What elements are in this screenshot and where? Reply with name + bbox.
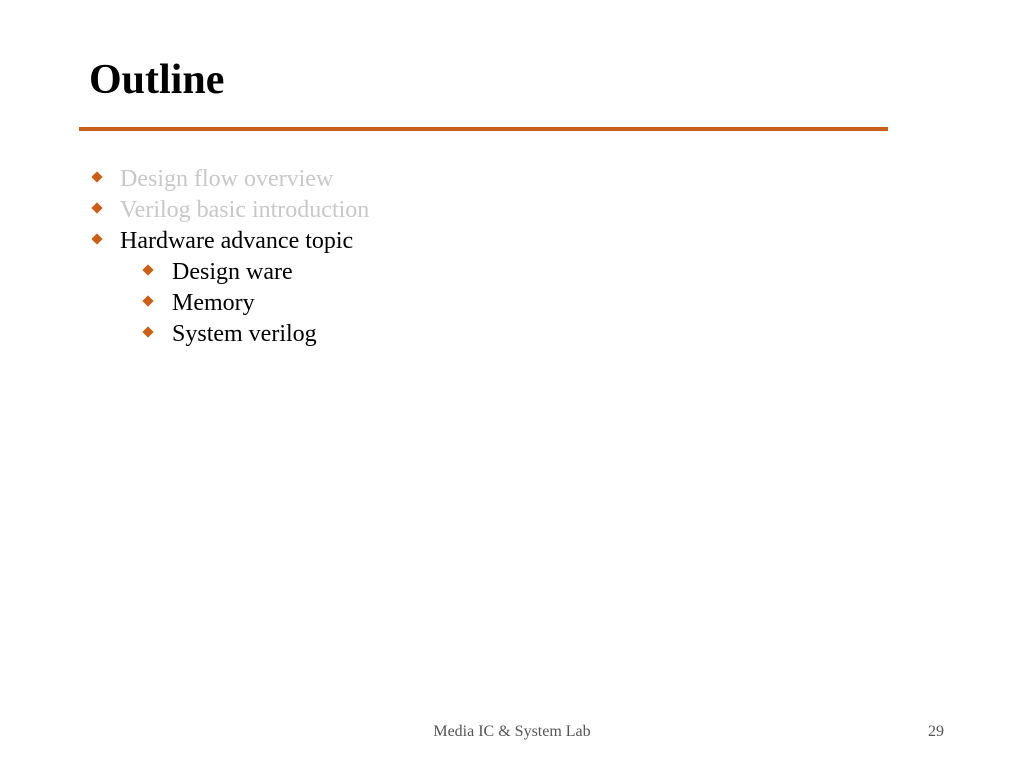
outline-item-label: Hardware advance topic xyxy=(120,228,354,254)
outline-item-label: Design flow overview xyxy=(120,166,334,192)
page-number: 29 xyxy=(928,723,944,740)
outline-subitem-system-verilog xyxy=(0,319,369,350)
diamond-bullet-icon xyxy=(91,171,102,182)
diamond-bullet-icon xyxy=(91,233,102,244)
outline-item-hardware-advance xyxy=(0,226,369,257)
outline-subitem-label: Design ware xyxy=(172,259,293,285)
outline-subitem-memory xyxy=(0,288,369,319)
diamond-bullet-icon xyxy=(142,326,153,337)
outline-subitem-design-ware xyxy=(0,257,369,288)
outline-item-label: Verilog basic introduction xyxy=(120,197,370,223)
footer-lab-name: Media IC & System Lab xyxy=(433,723,591,740)
diamond-bullet-icon xyxy=(91,202,102,213)
title-divider xyxy=(79,127,888,131)
outline-item-verilog-intro xyxy=(0,195,369,226)
slide-title: Outline xyxy=(89,57,225,103)
outline-list xyxy=(0,164,369,350)
outline-item-design-flow xyxy=(0,164,369,195)
outline-subitem-label: Memory xyxy=(172,290,255,316)
diamond-bullet-icon xyxy=(142,295,153,306)
diamond-bullet-icon xyxy=(142,264,153,275)
outline-subitem-label: System verilog xyxy=(172,321,317,347)
